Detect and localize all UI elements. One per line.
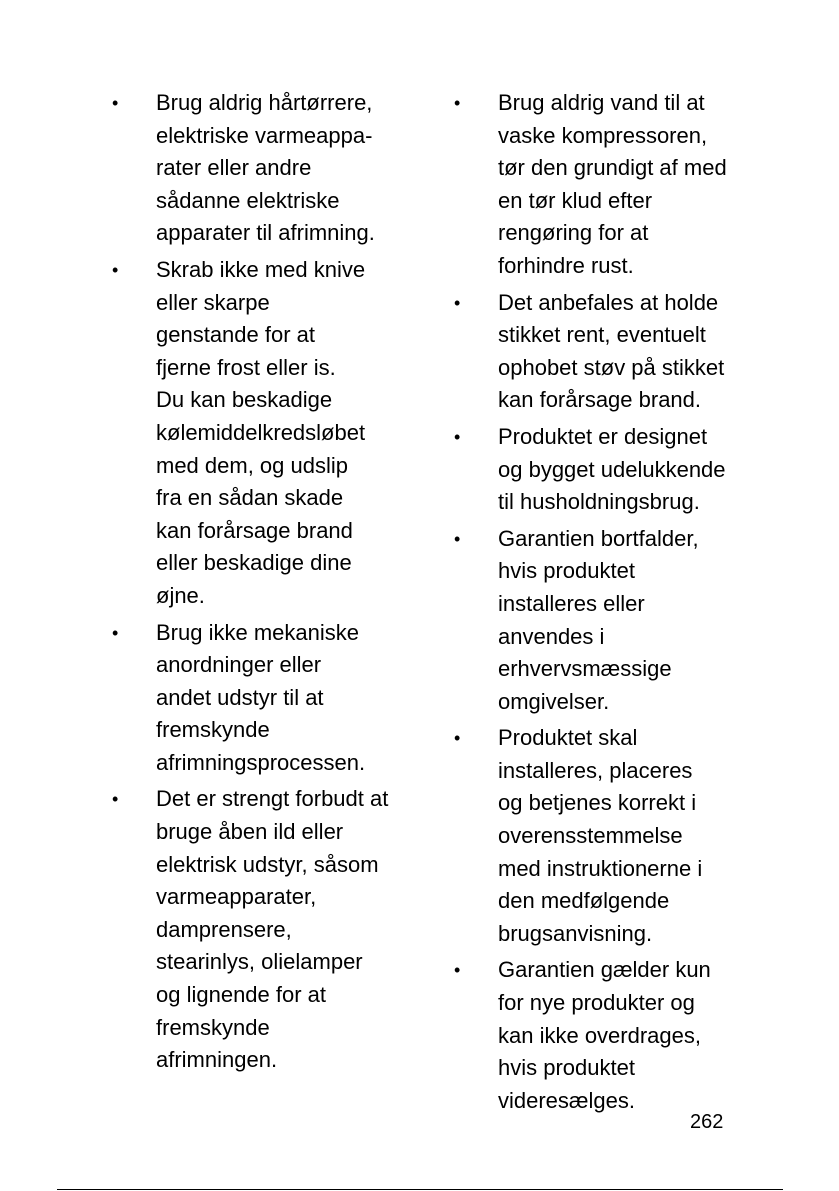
list-item-text-line: fra en sådan skade xyxy=(156,485,344,511)
list-item-text-line: stikket rent, eventuelt xyxy=(498,322,706,348)
list-item-text-line: og bygget udelukkende xyxy=(498,456,726,482)
list-item-text-line: fremskynde xyxy=(156,1014,270,1040)
list-item-text-line: kølemiddelkredsløbet xyxy=(156,419,366,445)
list-item-text-line: omgivelser. xyxy=(498,688,610,714)
list-item-text-line: damprensere, xyxy=(156,916,292,942)
bullet-icon: • xyxy=(112,622,119,643)
list-item-text-line: med instruktionerne i xyxy=(498,855,703,881)
list-item-text-line: Produktet skal xyxy=(498,725,638,751)
list-item xyxy=(112,87,412,250)
list-item xyxy=(454,421,764,519)
bullet-icon: • xyxy=(112,789,119,810)
list-item-text-line: kan forårsage brand. xyxy=(498,387,702,413)
list-item-text-line: og betjenes korrekt i xyxy=(498,790,697,816)
bullet-icon: • xyxy=(454,728,461,749)
list-item-text-line: Brug aldrig hårtørrere, xyxy=(156,90,373,115)
list-item-text-line: elektriske varmeappa- xyxy=(156,122,373,148)
list-item-text-line: ophobet støv på stikket xyxy=(498,354,725,380)
list-item-text-line: stearinlys, olielamper xyxy=(156,949,363,975)
list-item-text-line: til husholdningsbrug. xyxy=(498,489,700,515)
list-item xyxy=(112,617,412,780)
list-item-text-line: tør den grundigt af med xyxy=(498,155,727,181)
list-item-text-line: hvis produktet xyxy=(498,558,635,584)
page-number: 262 xyxy=(690,1111,724,1133)
list-item-text-line: kan forårsage brand xyxy=(156,517,353,543)
list-item-text-line: Du kan beskadige xyxy=(156,387,333,413)
list-item-text-line: Brug ikke mekaniske xyxy=(156,619,359,645)
list-item-text-line: afrimningsprocessen. xyxy=(156,749,366,775)
list-item-text-line: varmeapparater, xyxy=(156,884,317,910)
list-item-text-line: andet udstyr til at xyxy=(156,684,324,710)
list-item-text-line: fjerne frost eller is. xyxy=(156,354,336,380)
list-item-text-line: videresælges. xyxy=(498,1087,635,1113)
list-item xyxy=(454,954,764,1117)
bullet-icon: • xyxy=(454,960,461,981)
list-item-text-line: erhvervsmæssige xyxy=(498,656,672,682)
list-item-text-line: installeres, placeres xyxy=(498,757,693,783)
list-item-text-line: sådanne elektriske xyxy=(156,187,340,213)
list-item-text-line: forhindre rust. xyxy=(498,252,634,278)
list-item-text-line: eller skarpe xyxy=(156,289,270,315)
list-item-text-line: brugsanvisning. xyxy=(498,920,653,946)
list-item-text-line: Brug aldrig vand til at xyxy=(498,90,705,115)
list-item-text-line: Garantien gælder kun xyxy=(498,957,711,983)
list-item-text-line: genstande for at xyxy=(156,322,316,348)
bullet-icon: • xyxy=(112,259,119,280)
list-item-text-line: den medfølgende xyxy=(498,888,670,914)
list-item-text-line: bruge åben ild eller xyxy=(156,819,344,845)
footer-divider xyxy=(57,1189,783,1190)
left-column xyxy=(112,87,412,1081)
list-item-text-line: en tør klud efter xyxy=(498,187,653,213)
list-item-text-line: overensstemmelse xyxy=(498,823,683,849)
list-item xyxy=(112,254,412,613)
list-item-text-line: rater eller andre xyxy=(156,155,312,181)
right-column xyxy=(454,87,764,1121)
bullet-icon: • xyxy=(454,426,461,447)
bullet-icon: • xyxy=(112,93,119,113)
list-item-text-line: hvis produktet xyxy=(498,1055,635,1081)
list-item xyxy=(454,523,764,719)
list-item-text-line: med dem, og udslip xyxy=(156,452,348,478)
list-item-text-line: Garantien bortfalder, xyxy=(498,525,699,551)
list-item-text-line: og lignende for at xyxy=(156,982,327,1008)
list-item xyxy=(112,783,412,1076)
list-item xyxy=(454,87,764,283)
bullet-icon: • xyxy=(454,292,461,313)
list-item-text-line: Skrab ikke med knive xyxy=(156,256,366,282)
list-item-text-line: rengøring for at xyxy=(498,220,649,246)
list-item-text-line: fremskynde xyxy=(156,717,270,743)
list-item-text-line: installeres eller xyxy=(498,590,645,616)
bullet-icon: • xyxy=(454,528,461,549)
bullet-icon: • xyxy=(454,93,461,113)
list-item-text-line: kan ikke overdrages, xyxy=(498,1022,701,1048)
list-item-text-line: for nye produkter og xyxy=(498,990,695,1016)
list-item-text-line: øjne. xyxy=(156,582,205,608)
list-item-text-line: anvendes i xyxy=(498,623,605,649)
list-item xyxy=(454,722,764,950)
list-item xyxy=(454,287,764,417)
list-item-text-line: apparater til afrimning. xyxy=(156,220,375,246)
list-item-text-line: vaske kompressoren, xyxy=(498,122,708,148)
list-item-text-line: afrimningen. xyxy=(156,1047,278,1073)
list-item-text-line: Produktet er designet xyxy=(498,423,708,449)
list-item-text-line: Det er strengt forbudt at xyxy=(156,786,389,812)
list-item-text-line: anordninger eller xyxy=(156,652,322,678)
list-item-text-line: eller beskadige dine xyxy=(156,550,352,576)
list-item-text-line: elektrisk udstyr, såsom xyxy=(156,851,379,877)
list-item-text-line: Det anbefales at holde xyxy=(498,289,719,315)
